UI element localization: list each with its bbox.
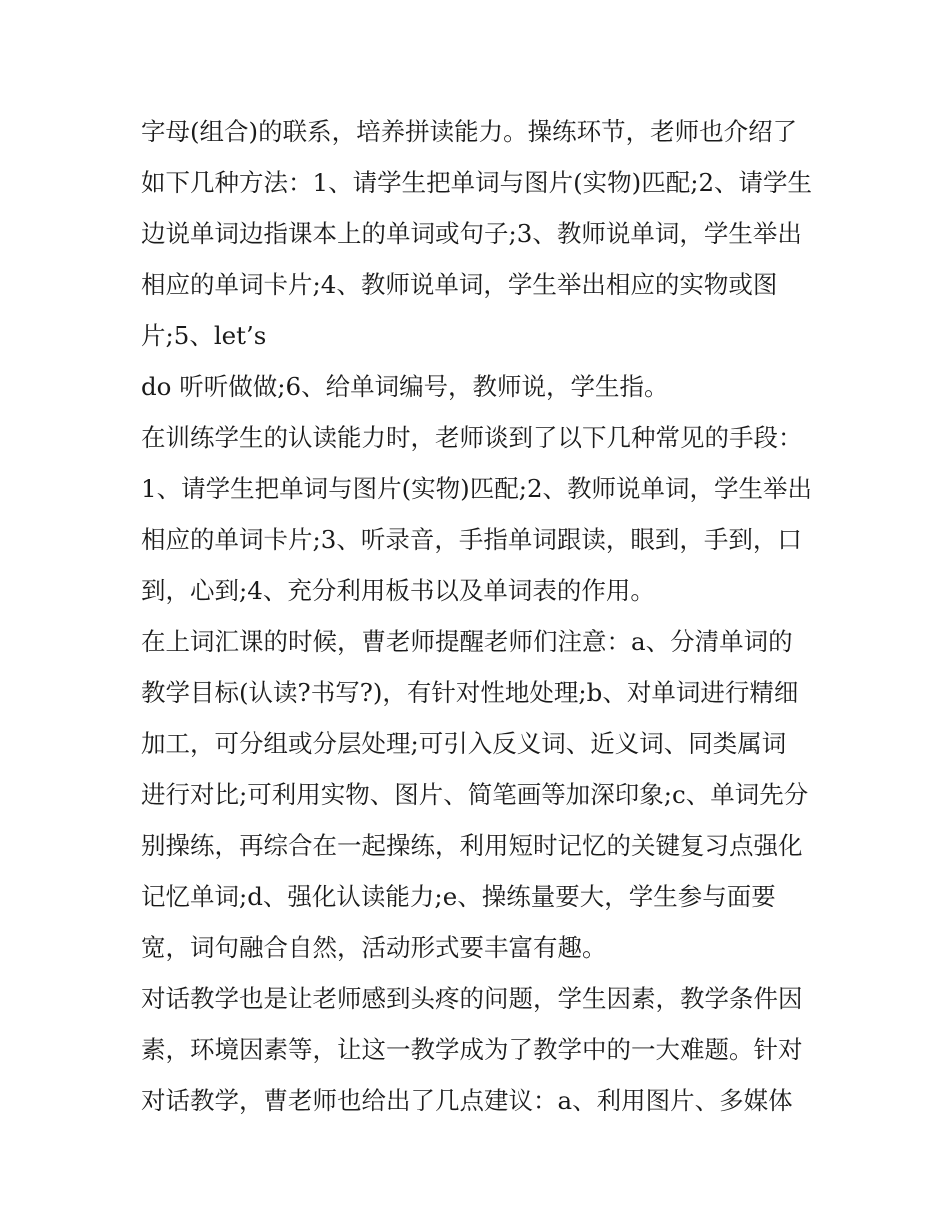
text-line: 边说单词边指课本上的单词或句子;3、教师说单词，学生举出 — [141, 219, 802, 248]
text-line: 在训练学生的认读能力时，老师谈到了以下几种常见的手段： — [141, 423, 803, 452]
text-line: 字母(组合)的联系，培养拼读能力。操练环节，老师也介绍了 — [141, 117, 798, 146]
text-line: 记忆单词;d、强化认读能力;e、操练量要大，学生参与面要 — [141, 882, 776, 911]
text-line: 别操练，再综合在一起操练，利用短时记忆的关键复习点强化 — [141, 831, 803, 860]
text-line: 加工，可分组或分层处理;可引入反义词、近义词、同类属词 — [141, 729, 787, 758]
text-line: 教学目标(认读?书写?)，有针对性地处理;b、对单词进行精细 — [141, 678, 799, 707]
text-line: 对话教学，曹老师也给出了几点建议：a、利用图片、多媒体 — [141, 1086, 793, 1115]
text-line: 素，环境因素等，让这一教学成为了教学中的一大难题。针对 — [141, 1035, 803, 1064]
text-line: 相应的单词卡片;3、听录音，手指单词跟读，眼到，手到，口 — [141, 525, 802, 554]
text-line: 在上词汇课的时候，曹老师提醒老师们注意：a、分清单词的 — [141, 627, 793, 656]
text-line: do 听听做做;6、给单词编号，教师说，学生指。 — [141, 372, 669, 401]
document-body — [141, 106, 821, 1126]
text-line: 相应的单词卡片;4、教师说单词，学生举出相应的实物或图 — [141, 270, 778, 299]
text-line: 片;5、let’s — [141, 321, 267, 350]
text-line: 到，心到;4、充分利用板书以及单词表的作用。 — [141, 576, 655, 605]
text-line: 1、请学生把单词与图片(实物)匹配;2、教师说单词，学生举出 — [141, 474, 813, 503]
text-line: 对话教学也是让老师感到头疼的问题，学生因素，教学条件因 — [141, 984, 803, 1013]
text-line: 进行对比;可利用实物、图片、简笔画等加深印象;c、单词先分 — [141, 780, 809, 809]
text-line: 宽，词句融合自然，活动形式要丰富有趣。 — [141, 933, 607, 962]
text-line: 如下几种方法：1、请学生把单词与图片(实物)匹配;2、请学生 — [141, 168, 813, 197]
